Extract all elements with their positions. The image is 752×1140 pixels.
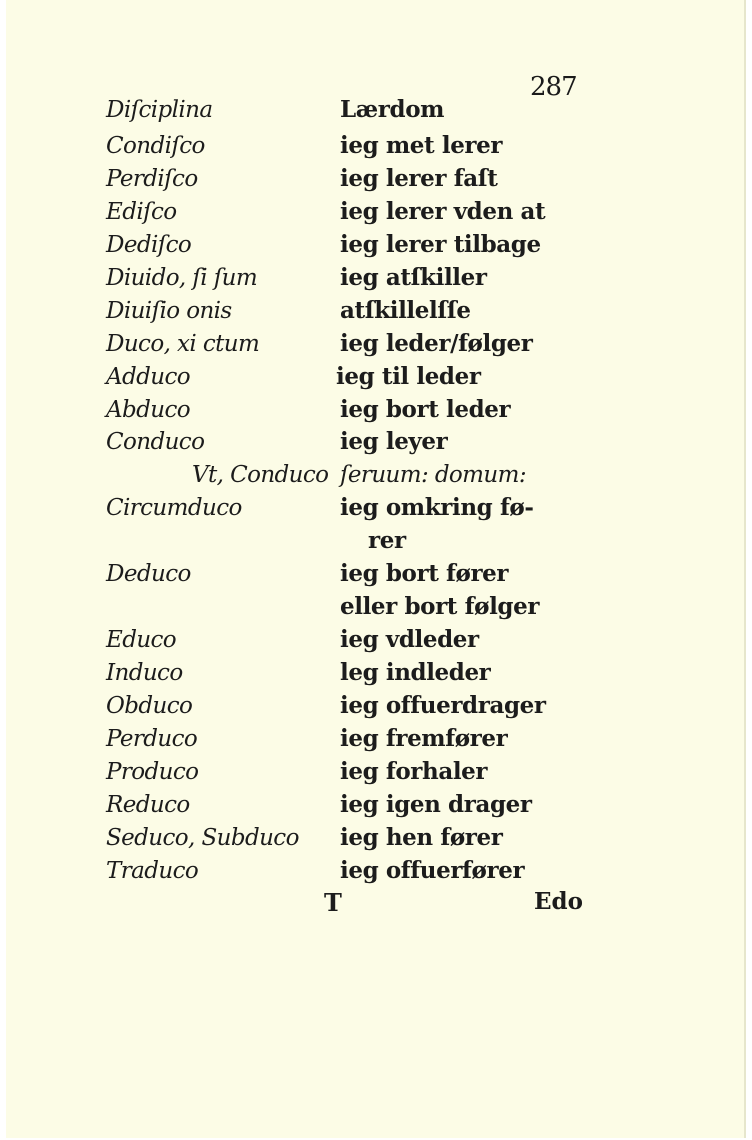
danish-translation: ieg lerer faſt	[340, 165, 498, 192]
latin-term: Abduco	[106, 397, 190, 423]
danish-translation: ieg lerer vden at	[340, 198, 546, 225]
danish-translation: ieg atſkiller	[340, 264, 487, 291]
latin-term: Reduco	[106, 792, 190, 818]
danish-translation: atſkillelſſe	[340, 297, 471, 324]
latin-term: Diuiſio onis	[106, 298, 232, 324]
danish-translation: ieg til leder	[336, 363, 481, 390]
danish-translation: ieg bort leder	[340, 396, 511, 423]
catchword: Edo	[534, 888, 583, 915]
latin-term: Perduco	[106, 726, 198, 752]
danish-translation: ieg offuerdrager	[340, 692, 546, 719]
latin-term: Diſciplina	[106, 97, 213, 123]
page-number: 287	[530, 72, 577, 102]
latin-term: Traduco	[106, 858, 199, 884]
latin-term: Seduco, Subduco	[106, 825, 299, 851]
danish-translation: ieg hen fører	[340, 824, 503, 851]
danish-translation: ieg fremfører	[340, 725, 508, 752]
latin-term: Ediſco	[106, 199, 177, 225]
danish-translation: ieg vdleder	[340, 626, 479, 653]
usage-example-prefix: Vt, Conduco	[192, 462, 329, 488]
danish-translation: ieg igen drager	[340, 791, 532, 818]
latin-term: Conduco	[106, 429, 205, 455]
usage-example-objects: ſeruum: domum:	[340, 462, 526, 488]
danish-translation: ieg leyer	[340, 428, 448, 455]
latin-term: Condiſco	[106, 133, 205, 159]
danish-translation-continuation: rer	[368, 527, 406, 554]
danish-translation: ieg lerer tilbage	[340, 231, 541, 258]
danish-translation: ieg bort fører	[340, 560, 509, 587]
danish-translation: ieg forhaler	[340, 758, 488, 785]
danish-translation: ieg met lerer	[340, 132, 503, 159]
latin-term: Duco, xi ctum	[106, 331, 260, 357]
book-page	[6, 0, 746, 1138]
latin-term: Educo	[106, 627, 177, 653]
latin-term: Dediſco	[106, 232, 192, 258]
danish-translation: ieg omkring fø-	[340, 494, 534, 521]
latin-term: Obduco	[106, 693, 193, 719]
latin-term: Perdiſco	[106, 166, 198, 192]
latin-term: Deduco	[106, 561, 191, 587]
latin-term: Diuido, ſi ſum	[106, 265, 258, 291]
danish-translation: leg indleder	[340, 659, 491, 686]
latin-term: Adduco	[106, 364, 190, 390]
danish-translation: ieg offuerfører	[340, 857, 525, 884]
latin-term: Circumduco	[106, 495, 242, 521]
latin-term: Induco	[106, 660, 183, 686]
danish-translation-continuation: eller bort følger	[340, 593, 540, 620]
printer-signature-mark: T	[324, 888, 342, 917]
latin-term: Produco	[106, 759, 199, 785]
danish-translation: ieg leder/følger	[340, 330, 533, 357]
danish-translation: Lærdom	[340, 96, 445, 123]
